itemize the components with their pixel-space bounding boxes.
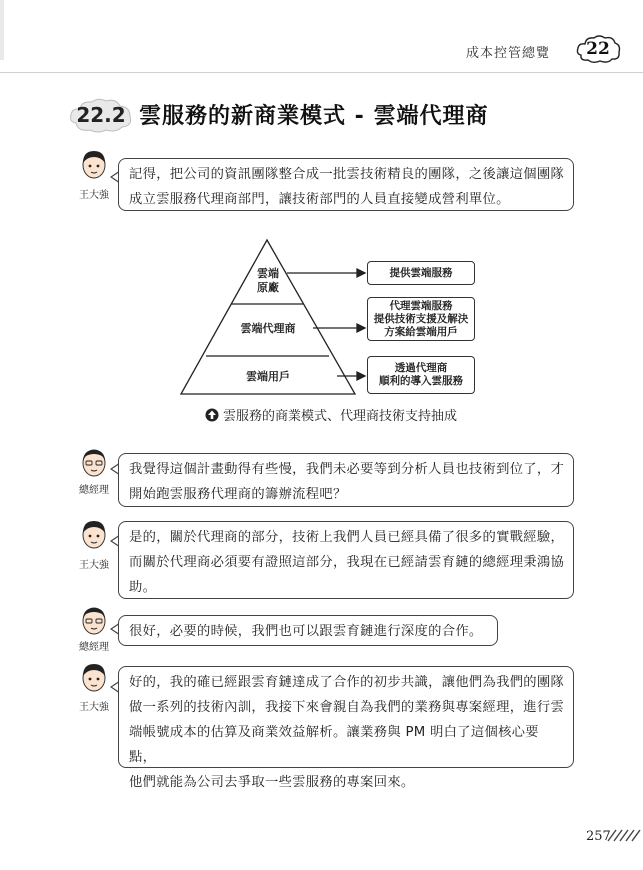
speaker-name: 王大強 — [79, 190, 109, 201]
dialogue-text: 好的，我的確已經跟雲育鏈達成了合作的初步共識，讓他們為我們的團隊 做一系列的技術內訓，我接下來會親自為我們的業務與專案經理，進行雲 端帳號成本的估算及商業效益解析。讓業務與 PM 明白了這個核心要點， 他們就能為公司去爭取一些雲服務的專案回來。 — [129, 675, 565, 790]
pyramid-tier-bottom-label: 雲端用戶 — [246, 370, 290, 383]
arrow-head — [357, 269, 365, 277]
up-arrow-circle-icon — [205, 408, 219, 422]
diagram-box: 透過代理商 順利的導入雲服務 — [367, 356, 475, 394]
person-icon — [79, 518, 109, 556]
page-corner-stripes — [606, 828, 642, 842]
speech-bubble — [118, 158, 574, 211]
speaker-name: 王大強 — [79, 702, 109, 713]
arrow-head — [357, 324, 365, 332]
dialogue-text: 很好，必要的時候，我們也可以跟雲育鏈進行深度的合作。 — [129, 624, 483, 639]
speaker-name: 總經理 — [79, 485, 109, 496]
speech-bubble — [118, 521, 574, 599]
pyramid-tier-top-label: 雲端 原廠 — [257, 267, 279, 294]
caption-text: 雲服務的商業模式、代理商技術支持抽成 — [223, 409, 458, 424]
speech-bubble — [118, 615, 498, 646]
page-number: 257 — [586, 829, 611, 844]
dialogue-text: 是的，關於代理商的部分，技術上我們人員已經具備了很多的實戰經驗， 而關於代理商必須要有證照這部分，我現在已經請雲育鏈的總經理秉鴻協 助。 — [129, 530, 565, 595]
speaker-name: 王大強 — [79, 560, 109, 571]
person-icon — [79, 148, 109, 186]
speaker-name: 總經理 — [79, 642, 109, 653]
speech-bubble — [118, 666, 574, 790]
arrow-head — [357, 372, 365, 380]
dialogue-text: 記得，把公司的資訊團隊整合成一批雲技術精良的團隊，之後讓這個團隊 成立雲服務代理商部門，讓技術部門的人員直接變成營利單位。 — [129, 167, 565, 207]
running-header-title: 成本控管總覽 — [465, 46, 550, 61]
chapter-number: 22 — [586, 39, 610, 59]
header-divider — [0, 72, 643, 73]
figure-caption — [205, 405, 457, 424]
dialogue-text: 我覺得這個計畫動得有些慢，我們未必要等到分析人員也技術到位了，才 開始跑雲服務代理商的籌辦流程吧？ — [129, 462, 565, 502]
section-number: 22.2 — [76, 103, 126, 127]
person-icon — [79, 446, 109, 484]
section-title: 雲服務的新商業模式 - 雲端代理商 — [139, 104, 489, 129]
speech-bubble — [118, 453, 574, 507]
pyramid-tier-middle-label: 雲端代理商 — [240, 322, 296, 335]
page-spine — [0, 0, 4, 60]
person-icon — [79, 661, 109, 699]
person-icon — [79, 604, 109, 642]
diagram-box: 提供雲端服務 — [367, 261, 475, 285]
diagram-box: 代理雲端服務 提供技術支援及解決 方案給雲端用戶 — [367, 297, 475, 341]
